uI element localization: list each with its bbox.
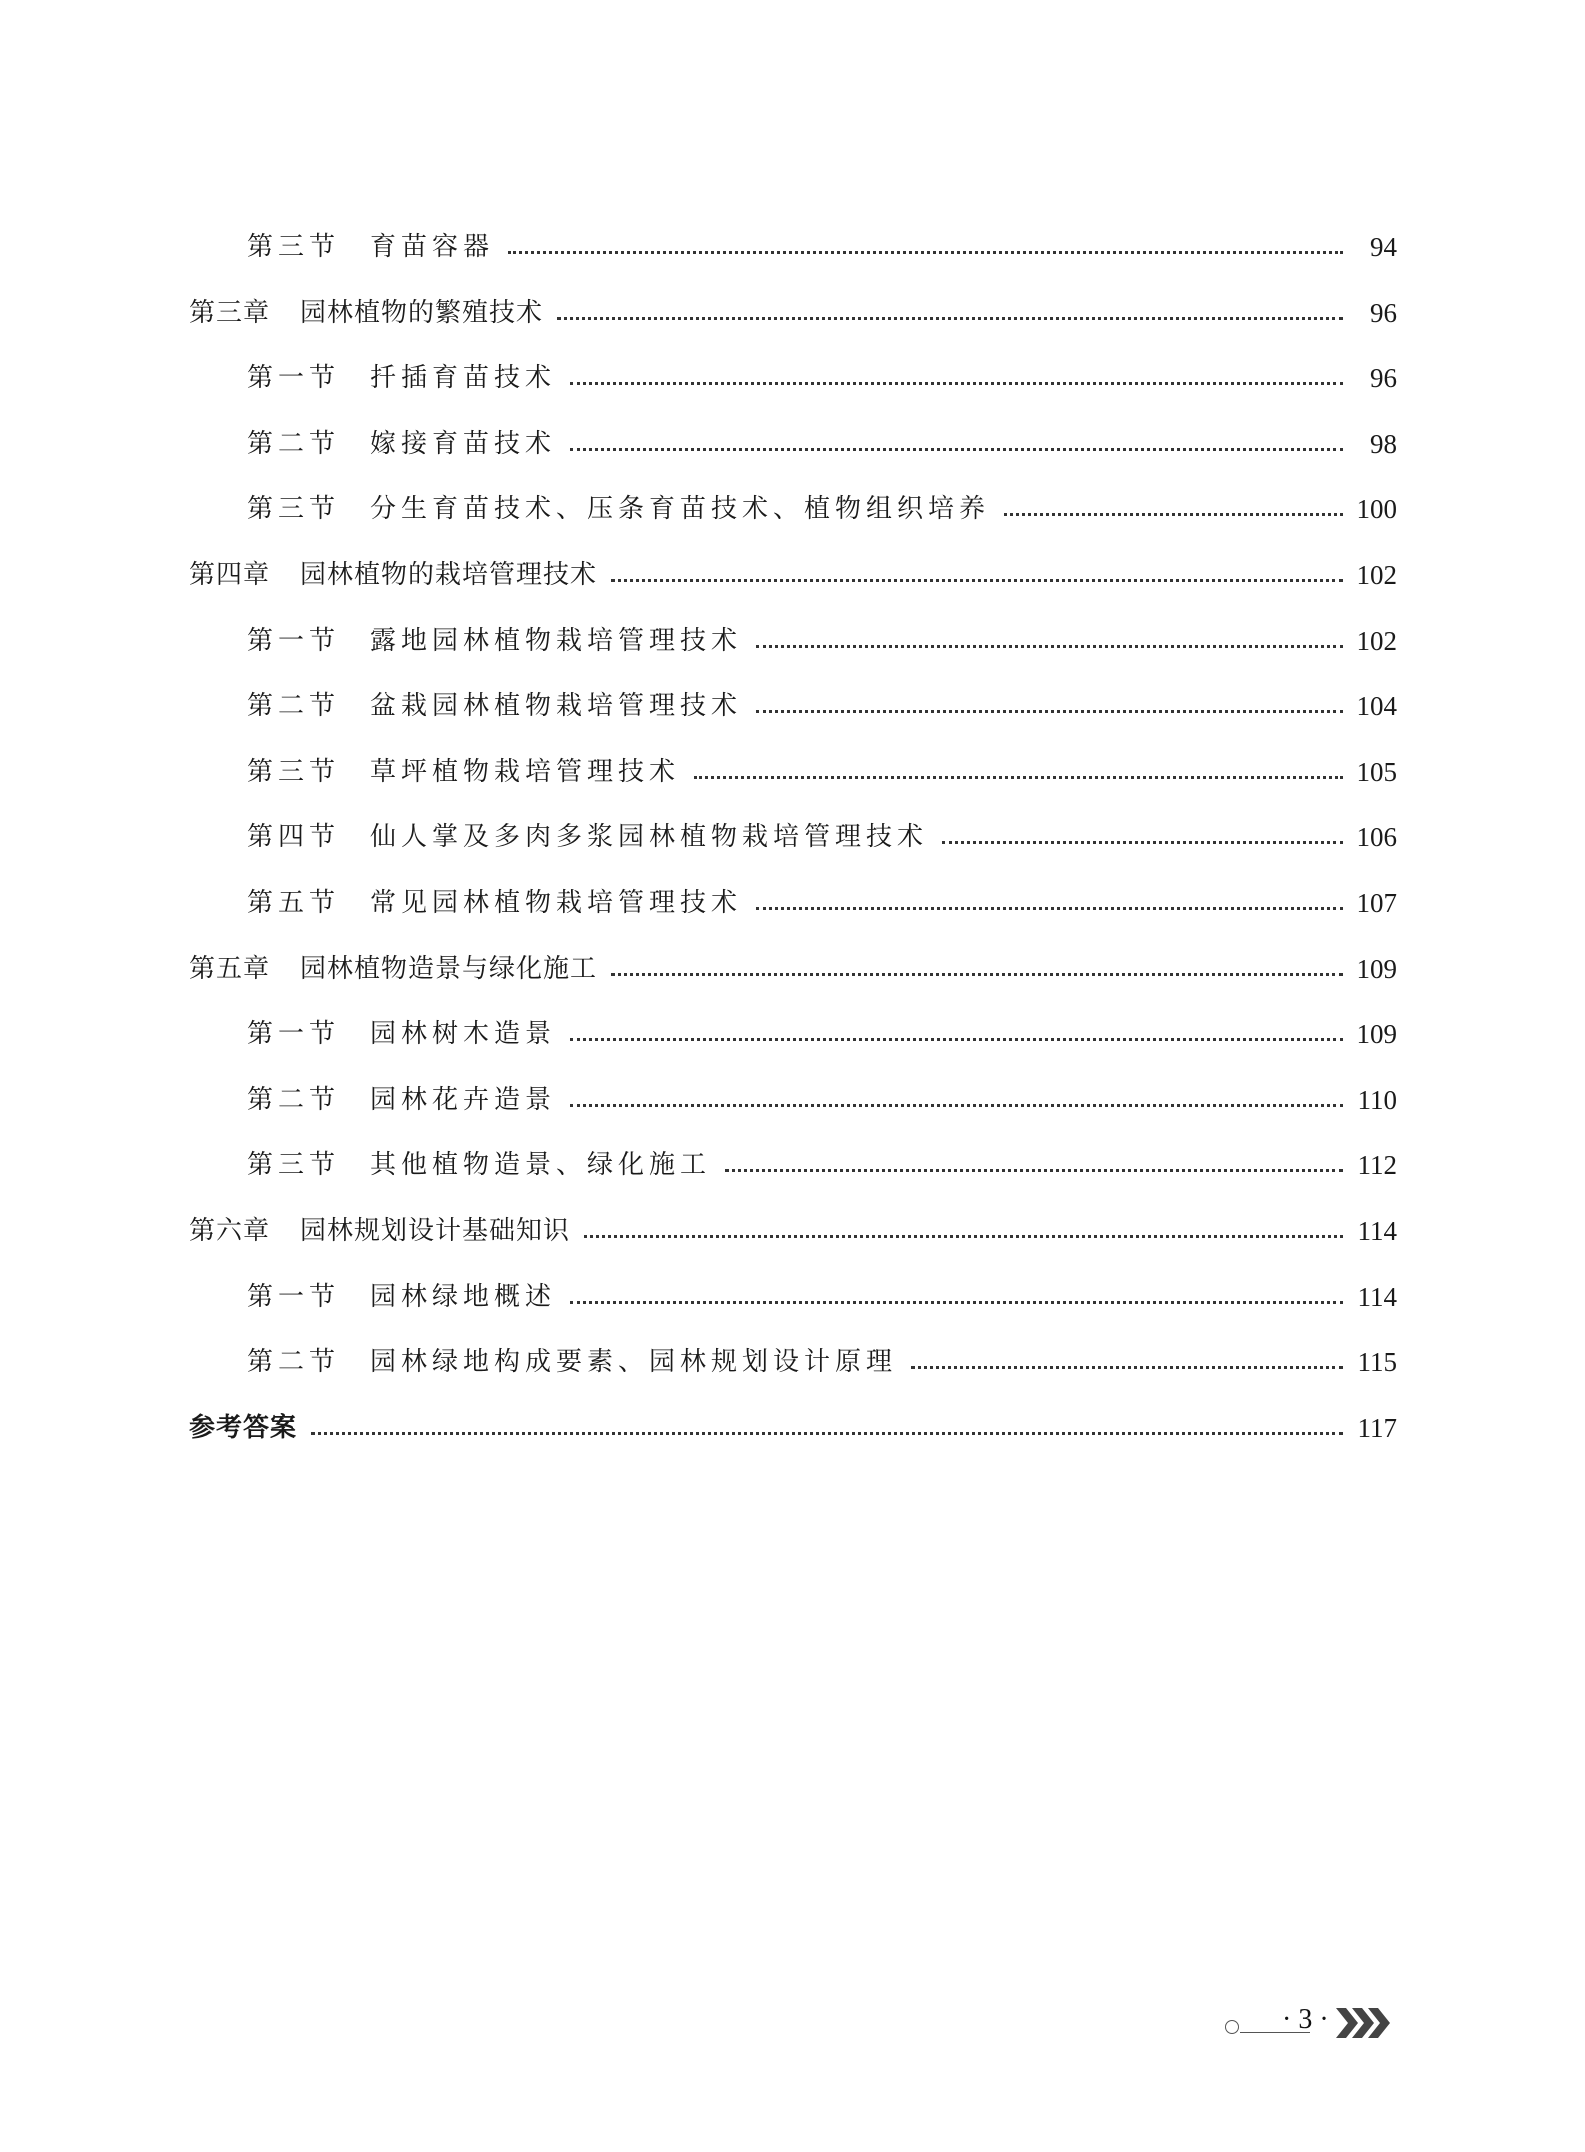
toc-dot-leader [725,1169,1343,1172]
toc-page-number: 102 [1356,560,1397,590]
toc-page-number: 117 [1357,1413,1397,1443]
chevron-arrows-icon [1336,2008,1402,2038]
toc-section-row [247,1272,1397,1312]
toc-entry-number: 第三节 [247,494,341,524]
toc-dot-leader [756,907,1343,910]
toc-dot-leader [911,1366,1343,1369]
toc-entry-title: 常见园林植物栽培管理技术 [370,888,743,918]
toc-entry-number: 第二节 [247,691,341,721]
toc-entry-number: 第五章 [189,954,271,984]
toc-page-number: 105 [1356,757,1397,787]
toc-entry-title: 其他植物造景、绿化施工 [370,1150,712,1180]
toc-entry-number: 第五节 [247,888,341,918]
toc-page-number: 100 [1356,494,1397,524]
toc-entry-number: 第一节 [247,626,341,656]
toc-entry-number: 第一节 [247,363,341,393]
toc-entry-title: 园林花卉造景 [370,1085,557,1115]
toc-section-row [247,747,1397,787]
toc-entry-title: 露地园林植物栽培管理技术 [370,626,743,656]
toc-page-number: 110 [1357,1085,1397,1115]
toc-entry-number: 第三节 [247,1150,341,1180]
toc-page-number: 109 [1356,1019,1397,1049]
toc-entry-number: 第二节 [247,429,341,459]
circle-icon [1225,2020,1239,2034]
toc-entry-number: 第一节 [247,1282,341,1312]
toc-entry-number: 第一节 [247,1019,341,1049]
toc-chapter-row [189,944,1397,984]
toc-page-number: 114 [1357,1216,1397,1246]
toc-page-number: 114 [1357,1282,1397,1312]
toc-dot-leader [611,579,1343,582]
toc-section-row [247,1075,1397,1115]
toc-entry-title: 参考答案 [189,1413,298,1443]
toc-entry-title: 园林植物的繁殖技术 [300,298,544,328]
toc-page-number: 104 [1356,691,1397,721]
toc-dot-leader [694,776,1343,779]
toc-section-row [247,1140,1397,1180]
toc-section-row [247,1337,1397,1377]
toc-section-row [247,812,1397,852]
toc-dot-leader [942,841,1343,844]
toc-entry-number: 第四章 [189,560,271,590]
toc-entry-title: 园林绿地概述 [370,1282,557,1312]
toc-entry-title: 园林植物造景与绿化施工 [300,954,598,984]
toc-section-row [247,878,1397,918]
toc-entry-number: 第六章 [189,1216,271,1246]
toc-dot-leader [611,973,1343,976]
toc-entry-title: 园林树木造景 [370,1019,557,1049]
toc-dot-leader [570,448,1343,451]
toc-page-number: 96 [1370,363,1397,393]
toc-dot-leader [557,317,1343,320]
toc-entry-title: 盆栽园林植物栽培管理技术 [370,691,743,721]
toc-page-number: 102 [1356,626,1397,656]
toc-dot-leader [311,1432,1343,1435]
toc-entry-title: 嫁接育苗技术 [370,429,557,459]
toc-entry-title: 扦插育苗技术 [370,363,557,393]
page-number: · 3 · [1282,2004,1329,2035]
toc-section-row [247,353,1397,393]
toc-entry-title: 园林植物的栽培管理技术 [300,560,598,590]
toc-chapter-row [189,1206,1397,1246]
toc-page-number: 115 [1357,1347,1397,1377]
toc-page-number: 106 [1356,822,1397,852]
toc-section-row [247,1009,1397,1049]
toc-entry-number: 第四节 [247,822,341,852]
toc-dot-leader [570,1301,1343,1304]
toc-chapter-row [189,288,1397,328]
toc-dot-leader [570,382,1343,385]
toc-page-number: 107 [1356,888,1397,918]
toc-entry-title: 园林绿地构成要素、园林规划设计原理 [370,1347,898,1377]
toc-dot-leader [570,1038,1343,1041]
toc-page-number: 94 [1370,232,1397,262]
toc-dot-leader [508,251,1343,254]
toc-entry-number: 第二节 [247,1085,341,1115]
toc-page-number: 109 [1356,954,1397,984]
toc-dot-leader [756,710,1343,713]
toc-section-row [247,484,1397,524]
toc-entry-number: 第三章 [189,298,271,328]
toc-entry-title: 草坪植物栽培管理技术 [370,757,681,787]
toc-dot-leader [756,645,1343,648]
toc-page-number: 112 [1357,1150,1397,1180]
toc-entry-number: 第三节 [247,232,341,262]
toc-dot-leader [584,1235,1343,1238]
toc-dot-leader [570,1104,1343,1107]
toc-entry-number: 第三节 [247,757,341,787]
toc-section-row [247,222,1397,262]
toc-chapter-row [189,550,1397,590]
toc-entry-title: 园林规划设计基础知识 [300,1216,571,1246]
toc-answer-row [189,1403,1397,1443]
toc-entry-title: 仙人掌及多肉多浆园林植物栽培管理技术 [370,822,929,852]
toc-section-row [247,419,1397,459]
toc-page-number: 98 [1370,429,1397,459]
toc-entry-title: 育苗容器 [370,232,495,262]
toc-section-row [247,616,1397,656]
toc-section-row [247,681,1397,721]
toc-page-number: 96 [1370,298,1397,328]
toc-entry-title: 分生育苗技术、压条育苗技术、植物组织培养 [370,494,991,524]
toc-dot-leader [1004,513,1343,516]
toc-entry-number: 第二节 [247,1347,341,1377]
page-footer [1220,2000,1400,2044]
